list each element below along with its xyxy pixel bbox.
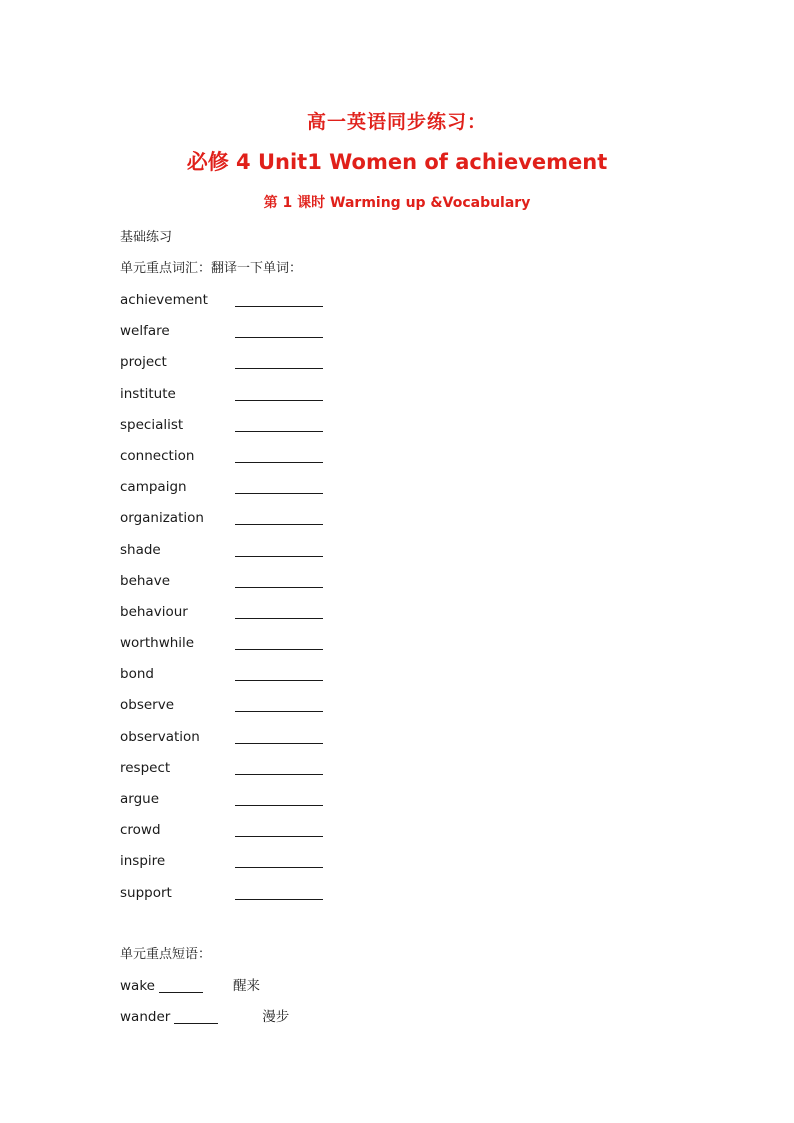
vocab-row: [120, 541, 680, 572]
vocab-row: [120, 572, 680, 603]
vocab-row: [120, 852, 680, 883]
vocab-word: shade: [120, 541, 161, 558]
vocab-row: [120, 665, 680, 696]
vocab-word: support: [120, 884, 172, 901]
answer-blank[interactable]: [235, 385, 323, 401]
answer-blank[interactable]: [235, 291, 323, 307]
vocab-word: organization: [120, 510, 204, 527]
vocab-word: argue: [120, 791, 160, 807]
answer-blank[interactable]: [235, 322, 323, 338]
vocab-word: project: [120, 354, 167, 371]
document-title: 高一英语同步练习：: [306, 111, 487, 133]
vocab-row: [120, 447, 680, 478]
phrase-row: [120, 1008, 680, 1040]
answer-blank[interactable]: [235, 509, 323, 525]
vocab-row: [120, 509, 680, 540]
vocab-word: respect: [120, 759, 171, 776]
answer-blank[interactable]: [235, 541, 323, 557]
vocab-row: [120, 821, 680, 852]
vocab-word: institute: [120, 385, 176, 402]
answer-blank[interactable]: [235, 696, 323, 712]
worksheet-body: [120, 229, 680, 1040]
phrase-word: wander: [120, 1009, 171, 1026]
answer-blank[interactable]: [235, 447, 323, 463]
vocab-word: welfare: [120, 323, 170, 340]
answer-blank[interactable]: [235, 353, 323, 369]
vocab-row: [120, 322, 680, 353]
vocab-row: [120, 728, 680, 759]
vocabulary-list: [120, 291, 680, 915]
phrase-blank[interactable]: [159, 977, 203, 993]
phrase-meaning: 醒来: [232, 977, 260, 994]
answer-blank[interactable]: [235, 603, 323, 619]
answer-blank[interactable]: [235, 728, 323, 744]
vocab-word: observe: [120, 697, 175, 714]
section-spacer: [120, 915, 680, 946]
vocab-row: [120, 478, 680, 509]
answer-blank[interactable]: [235, 884, 323, 900]
phrase-word: wake: [120, 977, 155, 994]
vocab-word: specialist: [120, 416, 184, 433]
vocab-word: observation: [120, 728, 200, 745]
vocab-row: [120, 884, 680, 915]
phrase-list: [120, 977, 680, 1040]
vocab-row: [120, 790, 680, 821]
vocab-word: crowd: [120, 822, 161, 839]
answer-blank[interactable]: [235, 572, 323, 588]
phrase-meaning: 漫步: [262, 1009, 290, 1026]
vocab-word: bond: [120, 666, 154, 683]
vocab-word: behave: [120, 572, 170, 589]
vocab-word: worthwhile: [120, 635, 195, 652]
vocab-word: achievement: [120, 292, 208, 308]
vocab-row: [120, 603, 680, 634]
vocab-word: campaign: [120, 479, 187, 496]
document-subtitle: 必修 4 Unit1 Women of achievement: [186, 150, 608, 174]
lesson-title: 第 1 课时 Warming up &Vocabulary: [263, 195, 531, 211]
basics-heading: 基础练习: [120, 230, 173, 245]
answer-blank[interactable]: [235, 478, 323, 494]
vocab-row: [120, 291, 680, 322]
vocab-row: [120, 634, 680, 665]
vocab-row: [120, 416, 680, 447]
vocab-word: inspire: [120, 853, 166, 870]
answer-blank[interactable]: [235, 665, 323, 681]
answer-blank[interactable]: [235, 759, 323, 775]
answer-blank[interactable]: [235, 790, 323, 806]
vocab-row: [120, 759, 680, 790]
vocab-row: [120, 385, 680, 416]
answer-blank[interactable]: [235, 852, 323, 868]
answer-blank[interactable]: [235, 821, 323, 837]
vocabulary-heading: 单元重点词汇：翻译一下单词：: [120, 261, 303, 276]
vocab-row: [120, 696, 680, 727]
vocab-word: connection: [120, 447, 195, 464]
answer-blank[interactable]: [235, 416, 323, 432]
vocab-word: behaviour: [120, 603, 188, 620]
answer-blank[interactable]: [235, 634, 323, 650]
phrase-row: [120, 977, 680, 1009]
phrase-blank[interactable]: [174, 1008, 218, 1024]
vocab-row: [120, 353, 680, 384]
phrases-heading: 单元重点短语：: [120, 946, 212, 962]
